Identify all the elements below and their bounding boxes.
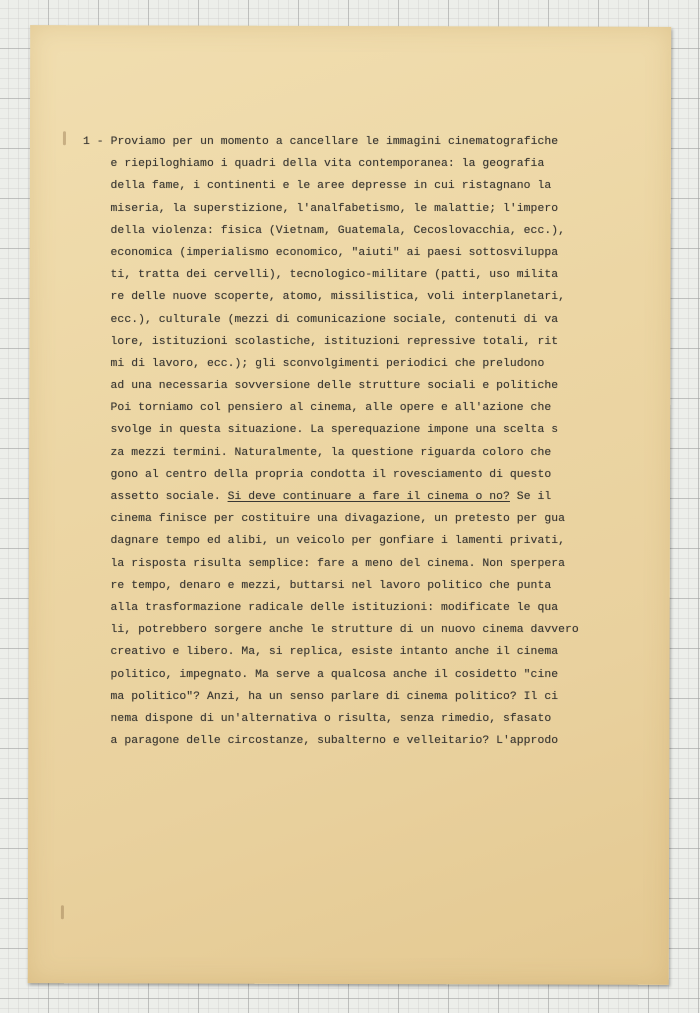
text-line: mi di lavoro, ecc.); gli sconvolgimenti periodici che preludono: [110, 357, 545, 370]
text-line: e riepiloghiamo i quadri della vita contemporanea: la geografia: [110, 158, 545, 171]
text-line: della violenza: fisica (Vietnam, Guatemala, Cecoslovacchia, ecc.),: [110, 224, 565, 237]
text-line: ad una necessaria sovversione delle strutture sociali e politiche: [110, 380, 559, 393]
text-line: creativo e libero. Ma, si replica, esiste intanto anche il cinema: [110, 646, 559, 659]
text-line: gono al centro della propria condotta il rovesciamento di questo: [110, 468, 552, 481]
text-line: a paragone delle circostanze, subalterno e velleitario? L'approdo: [110, 735, 559, 748]
text-line: za mezzi termini. Naturalmente, la questione riguarda coloro che: [110, 446, 552, 459]
punch-hole: [61, 905, 64, 919]
punch-hole: [63, 131, 66, 145]
typewritten-text: [83, 131, 623, 752]
text-line: assetto sociale. Si deve continuare a fare il cinema o no? Se il: [110, 491, 552, 503]
text-line: ti, tratta dei cervelli), tecnologico-militare (patti, uso milita: [110, 269, 559, 282]
text-line: re tempo, denaro e mezzi, buttarsi nel lavoro politico che punta: [110, 579, 552, 592]
text-line: dagnare tempo ed alibi, un veicolo per gonfiare i lamenti privati,: [110, 535, 565, 548]
text-line: Poi torniamo col pensiero al cinema, alle opere e all'azione che: [110, 402, 552, 415]
text-line: politico, impegnato. Ma serve a qualcosa anche il cosidetto "cine: [110, 668, 559, 681]
text-line: re delle nuove scoperte, atomo, missilistica, voli interplanetari,: [110, 291, 565, 304]
text-line: lore, istituzioni scolastiche, istituzioni repressive totali, rit: [110, 335, 559, 348]
underlined-question: Si deve continuare a fare il cinema o no?: [227, 491, 510, 503]
text-line: 1 - Proviamo per un momento a cancellare le immagini cinematografiche: [83, 136, 559, 148]
paragraph-dash: -: [96, 136, 104, 148]
text-line: ma politico"? Anzi, ha un senso parlare di cinema politico? Il ci: [110, 690, 559, 703]
text-line: li, potrebbero sorgere anche le strutture di un nuovo cinema davvero: [110, 624, 579, 637]
text-line: svolge in questa situazione. La sperequazione impone una scelta s: [110, 424, 559, 437]
text-line: cinema finisce per costituire una divagazione, un pretesto per gua: [110, 513, 565, 526]
text-line: miseria, la superstizione, l'analfabetismo, le malattie; l'impero: [110, 202, 559, 215]
text-line: alla trasformazione radicale delle istituzioni: modificate le qua: [110, 601, 559, 614]
text-line: la risposta risulta semplice: fare a meno del cinema. Non sperpera: [110, 557, 565, 570]
text-line: nema dispone di un'alternativa o risulta, senza rimedio, sfasato: [110, 712, 552, 725]
text-line: economica (imperialismo economico, "aiuti" ai paesi sottosviluppa: [110, 246, 559, 259]
paragraph-number: 1: [83, 136, 90, 148]
text-line: della fame, i continenti e le aree depresse in cui ristagnano la: [110, 180, 552, 193]
text-line: ecc.), culturale (mezzi di comunicazione sociale, contenuti di va: [110, 313, 559, 326]
